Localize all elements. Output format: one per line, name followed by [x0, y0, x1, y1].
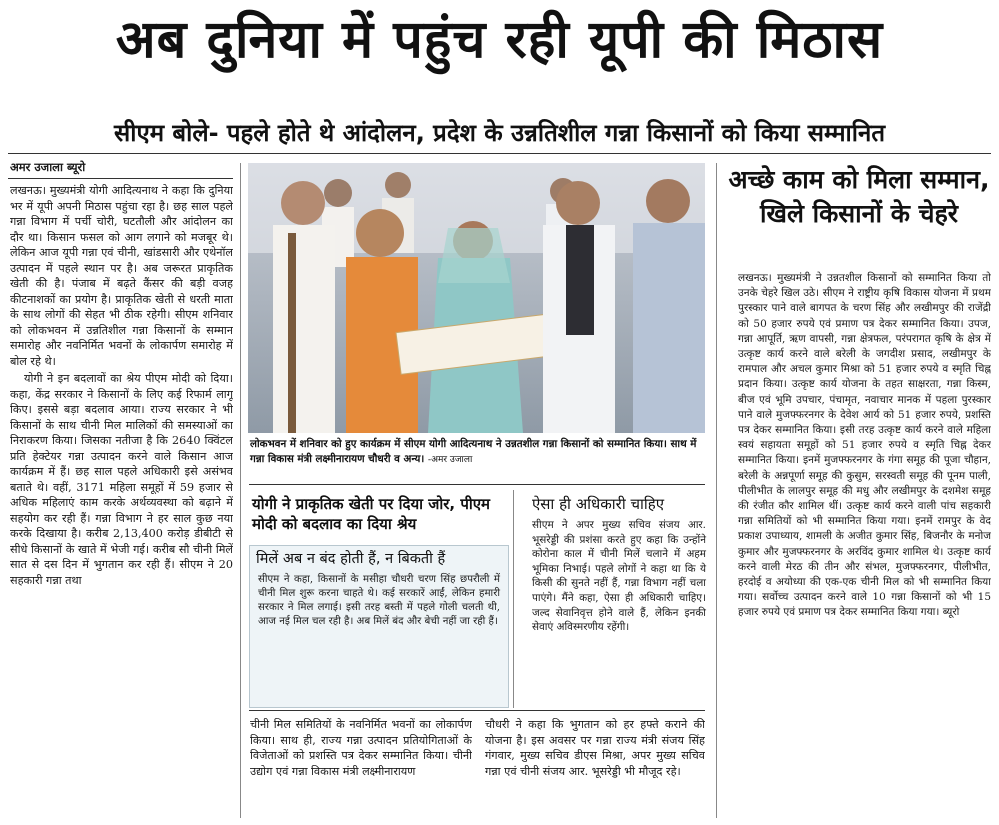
caption-rule: [249, 484, 705, 485]
event-photo-illustration: [248, 163, 705, 433]
subheadline: सीएम बोले- पहले होते थे आंदोलन, प्रदेश के उन्नतिशील गन्ना किसानों को किया सम्मानित: [114, 119, 885, 147]
bottom-rule: [249, 710, 705, 711]
event-photo: [248, 163, 705, 433]
photo-caption-text: लोकभवन में शनिवार को हुए कार्यक्रम में सीएम योगी आदित्यनाथ ने उन्नतशील गन्ना किसानों को सम्मानित किया। साथ में गन्ना विकास मंत्री लक्ष्मीनारायण चौधरी व अन्य।: [250, 438, 697, 465]
sidebar-box: [249, 545, 509, 708]
headline: अब दुनिया में पहुंच रही यूपी की मिठास: [115, 10, 884, 70]
left-column: [10, 183, 233, 818]
middle-divider: [513, 490, 514, 708]
left-paragraph-2: योगी ने इन बदलावों का श्रेय पीएम मोदी को दिया। कहा, केंद्र सरकार ने किसानों के लिए कई रिफार्म लागू किए। इससे बड़ा बदलाव आया। राज्य सरकार ने भी किसानों के साथ चीनी मिल मालिकों की समस्याओं का निराकरण किया। जिसका नतीजा है कि 2640 क्विंटल प्रति हेक्टेयर गन्ना उत्पादन करने वाले किसान आज कार्यक्रम में हैं। छह साल पहले अधिकारी इसे असंभव बताते थे। वहीं, 3171 महिला समूहों में 59 हजार से अधिक महिलाएं काम करके अर्थव्यवस्था को बढ़ाने में सहयोग कर रही हैं। गन्ना विभाग ने हर साल कुछ नया करके दिखाया है। करीब 2,13,400 करोड़ डीबीटी से सीधे किसानों के खाते में भेजी गई। करीब सौ चीनी मिलें सात से दस दिन में भुगतान कर रही हैं। सीएम ने 20 सहकारी गन्ना तथा: [10, 372, 233, 587]
byline-rule: [8, 178, 233, 179]
box-title: मिलें अब न बंद होती हैं, न बिकती हैं: [256, 551, 446, 567]
bottom-right-text: चौधरी ने कहा कि भुगतान को हर हफ्ते कराने की योजना है। इस अवसर पर गन्ना राज्य मंत्री संजय सिंह गंगवार, मुख्य सचिव डीएस मिश्रा, अपर मुख्य सचिव गन्ना एवं चीनी संजय आर. भूसरेड्डी भी मौजूद रहे।: [485, 718, 705, 778]
column-divider-right: [716, 163, 717, 818]
side-story-headline: अच्छे काम को मिला सम्मान, खिले किसानों के चेहरे: [728, 165, 990, 228]
column-divider-left: [240, 163, 241, 818]
box-text: सीएम ने कहा, किसानों के मसीहा चौधरी चरण सिंह छपरौली में चीनी मिल शुरू करना चाहते थे। कई सरकारें आईं, लेकिन हमारी सरकार ने मिल लगाई। इसी तरह बस्ती में पहले गोली चलती थी, आज नई मिल चल रही है। अब मिलें बंद और बेची नहीं जा रही हैं।: [258, 574, 500, 627]
side-story-text: लखनऊ। मुख्यमंत्री ने उन्नतशील किसानों को सम्मानित किया तो उनके चेहरे खिल उठे। सीएम ने राष्ट्रीय कृषि विकास योजना में प्रथम पुरस्कार पाने वाले बागपत के चरण सिंह और लखीमपुर की राजेंद्री को 50 हजार रुपये एवं प्रमाण पत्र देकर सम्मानित किया। उपज, गन्ना आपूर्ति, ऋण वापसी, गन्ना क्षेत्रफल, परंपरागत कृषि के क्षेत्र में उत्कृष्ट कार्य करने वाले बरेली के जगदीश प्रसाद, लखीमपुर के रामपाल और अचल कुमार मिश्रा को 51 हजार रुपये व स्मृति चिह्न प्रदान किया। उत्कृष्ट कार्य योजना के तहत साक्षरता, गन्ना किस्म, बीज एवं भूमि उपचार, पंचामृत, नवाचार मानक में पहला पुरस्कार पाने वाले मुजफ्फरनगर के देवेश आर्य को 51 हजार रुपये, प्रशस्ति पत्र देकर सम्मानित किया। इसी तरह उत्कृष्ट कार्य करने वाले महिला स्वयं सहायता समूहों को 51 हजार रुपये व स्मृति चिह्न देकर सम्मानित किया। इनमें मुजफ्फरनगर के गंगा समूह की पूजा चौहान, बरेली के अन्नपूर्णा समूह की कुसुम, सरस्वती समूह की पूनम पाली, पीलीभीत के लालपुर समूह की मधु और लखीमपुर के दशमेश समूह की रंजीत कौर शामिल थीं। उत्कृष्ट कार्य करने वाली पांच सहकारी गन्ना समितियों को भी सम्मानित किया गया। इनमें रामपुर के वेद प्रकाश उपाध्याय, शामली के अजीत कुमार सिंह, बिजनौर के मनोज कुमार और मुजफ्फरनगर के अरविंद कुमार शामिल थे। उत्कृष्ट कार्य करने वाली मेरठ की तीन और संभल, मुजफ्फरनगर, पीलीभीत, हरदोई व अयोध्या की एक-एक चीनी मिल को भी सम्मानित किया गया। सर्वोच्च उत्पादन करने वाले 10 गन्ना किसानों को भी 15 हजार रुपये एवं प्रमाण पत्र देकर सम्मानित किया गया। ब्यूरो: [738, 272, 991, 619]
left-paragraph-1: लखनऊ। मुख्यमंत्री योगी आदित्यनाथ ने कहा कि दुनिया भर में यूपी अपनी मिठास पहुंचा रहा है। छह साल पहले गन्ना विभाग में पर्ची चोरी, घटतौली और आंदोलन का दौर था। किसान फसल को आग लगाने को मजबूर थे। लेकिन आज यूपी गन्ना एवं चीनी, खांडसारी और एथेनॉल उत्पादन में पहले स्थान पर है। अब जरूरत प्राकृतिक खेती की है। पंजाब में बढ़ते कैंसर की बड़ी वजह कीटनाशकों का प्रयोग है। प्राकृतिक खेती से धरती माता के साथ लोगों की सेहत भी ठीक रहेगी। सीएम शनिवार को लोकभवन में उन्नतिशील गन्ना किसानों के सम्मान समारोह और नवनिर्मित भवनों के लोकार्पण समारोह में बोल रहे थे।: [10, 184, 233, 368]
bottom-left-text: चीनी मिल समितियों के नवनिर्मित भवनों का लोकार्पण किया। साथ ही, राज्य गन्ना उत्पादन प्रतियोगिताओं के विजेताओं को प्रशस्ति पत्र देकर सम्मानित किया। चीनी उद्योग एवं गन्ना विकास मंत्री लक्ष्मीनारायण: [250, 718, 472, 778]
officer-text: सीएम ने अपर मुख्य सचिव संजय आर. भूसरेड्डी की प्रशंसा करते हुए कहा कि उन्होंने कोरोना काल में चीनी मिलें चलाने में अहम भूमिका निभाई। पहले लोगों ने कहा था कि ये किसी की सुनते नहीं हैं, गन्ना विभाग नहीं चला पाएंगे। मैंने कहा, ऐसा ही अधिकारी चाहिए। जल्द सेवानिवृत्त होने वाले हैं, लेकिन इनकी सेवाएं अविस्मरणीय रहेंगी।: [532, 519, 706, 634]
byline: अमर उजाला ब्यूरो: [10, 160, 86, 174]
subhead-natural-farming: योगी ने प्राकृतिक खेती पर दिया जोर, पीएम मोदी को बदलाव का दिया श्रेय: [252, 495, 491, 533]
top-rule: [8, 153, 991, 154]
photo-caption: [250, 437, 702, 468]
officer-title: ऐसा ही अधिकारी चाहिए: [532, 495, 665, 513]
photo-credit: -अमर उजाला: [427, 455, 473, 465]
